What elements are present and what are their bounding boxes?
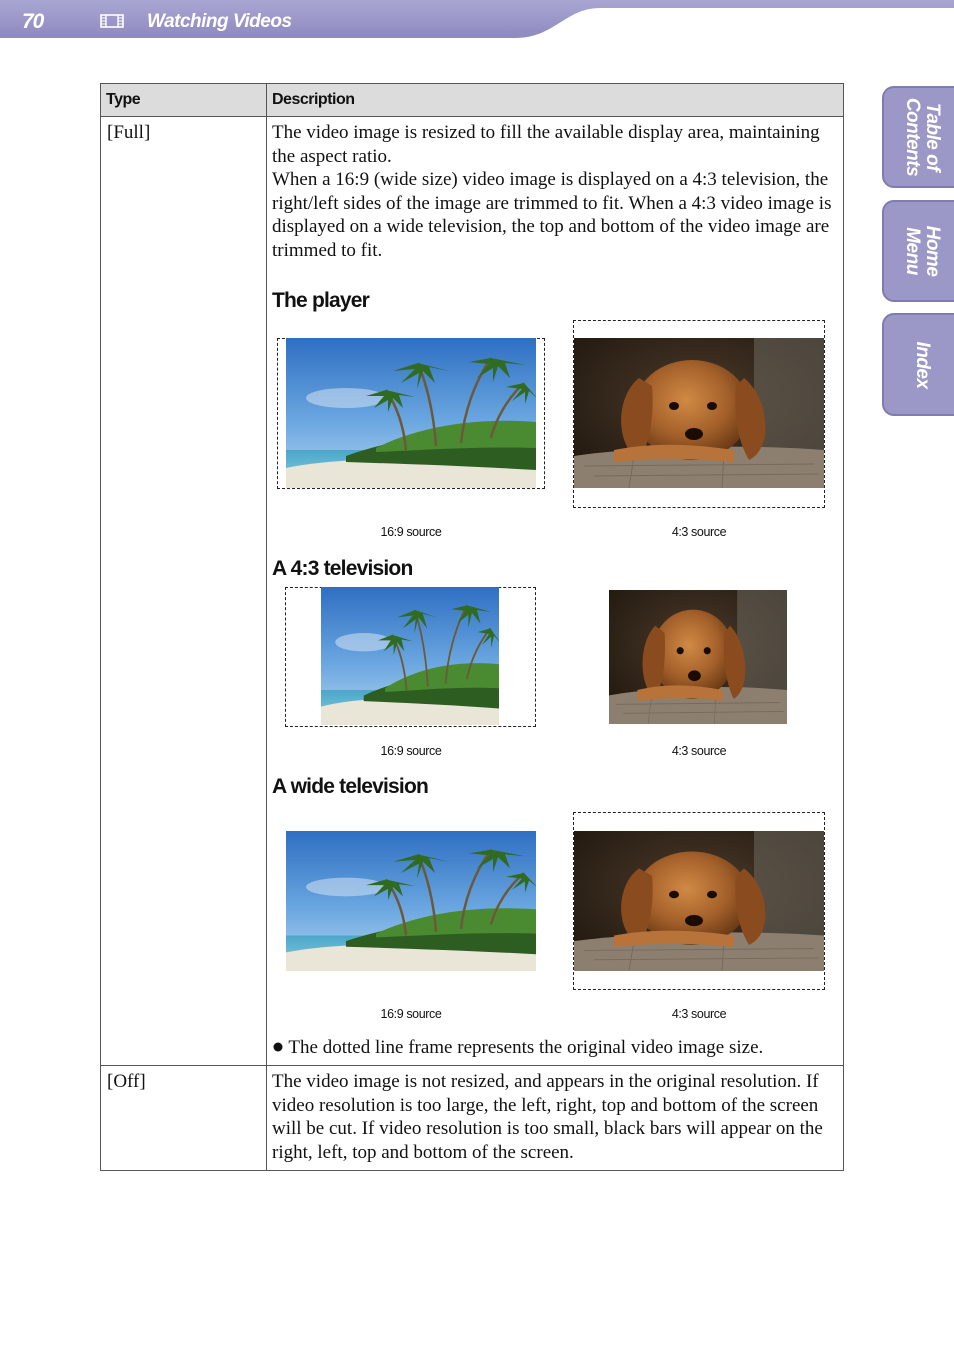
tab-home-menu[interactable] [882,200,954,302]
header-band [0,0,954,40]
heading-wide-television: A wide television [272,775,428,798]
beach-image [321,587,499,725]
page-number: 70 [22,10,44,33]
note [272,1036,838,1059]
tab-table-of-contents[interactable] [882,86,954,188]
tab-label: Table of Contents [902,97,943,177]
beach-image [286,831,536,971]
heading-4-3-television: A 4:3 television [272,557,413,580]
caption: 16:9 source [380,525,442,539]
table-header-row [101,84,844,117]
table-row [101,117,844,1066]
header-type: Type [101,84,267,117]
section-title: Watching Videos [147,11,292,32]
description-cell [267,117,844,1066]
type-cell: [Full] [101,117,267,1066]
description-cell [267,1066,844,1171]
note-text: The dotted line frame represents the original video image size. [288,1037,764,1058]
tab-label: Index [912,340,933,389]
page-header [0,0,954,40]
description-text: The video image is resized to fill the available display area, maintaining the aspect ratio. [272,122,820,167]
dog-image [574,831,824,971]
caption: 4:3 source [671,1007,727,1021]
spec-table [100,83,844,1171]
tab-label: Home Menu [902,225,943,277]
caption: 4:3 source [671,525,727,539]
figure-row-wide-tv [272,800,838,1036]
type-cell: [Off] [101,1066,267,1171]
figure-row-4-3-tv [272,582,838,774]
caption: 16:9 source [380,744,442,758]
beach-image [286,338,536,488]
tab-index[interactable] [882,313,954,416]
heading-the-player: The player [272,289,370,312]
description-text-2: When a 16:9 (wide size) video image is displayed on a 4:3 television, the right/left sides of the image are trimmed to fit. When a 4:3 video image is displayed on a wide television, the top and bottom of the video image are trimmed to fit. [272,169,832,261]
header-description: Description [267,84,844,117]
caption: 16:9 source [380,1007,442,1021]
dog-image [609,590,787,724]
dog-image [574,338,824,488]
description-text: The video image is not resized, and appears in the original resolution. If video resolution is too large, the left, right, top and bottom of the screen will be cut. If video resolution is too small, black bars will appear on the right, left, top and bottom of the screen. [272,1071,823,1163]
bullet-icon [272,1041,284,1053]
table-row [101,1066,844,1171]
caption: 4:3 source [671,744,727,758]
figure-row-player [272,314,838,556]
